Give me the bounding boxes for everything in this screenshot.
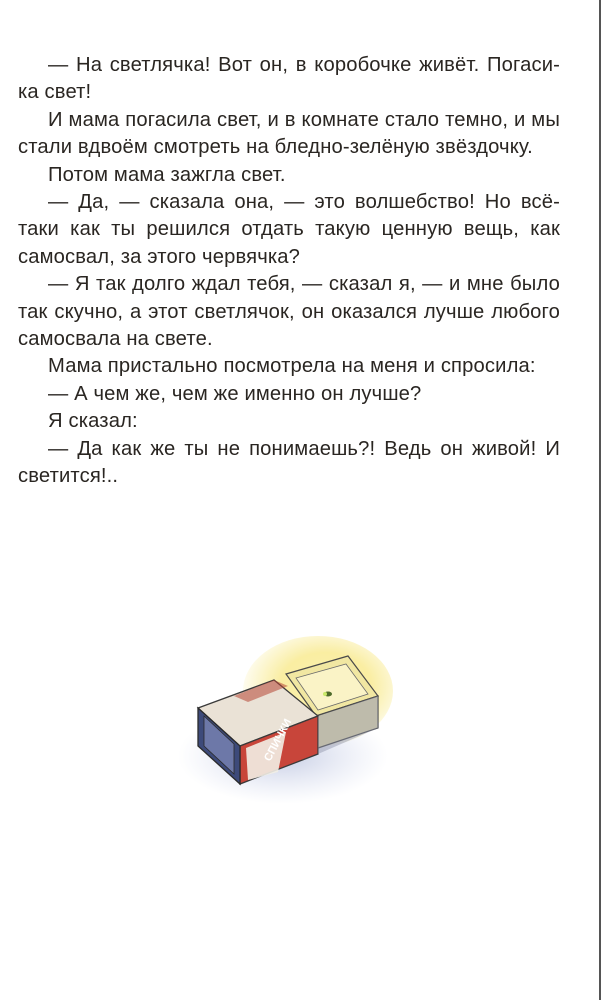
paragraph: — На светлячка! Вот он, в коробочке живёт. Погаси-ка свет! <box>18 54 560 104</box>
paragraph: Потом мама зажгла свет. <box>48 163 286 186</box>
matchbox-with-firefly-icon <box>178 636 398 811</box>
paragraph: — Да, — сказала она, — это волшебство! Но всё-таки как ты решился отдать такую ценную вещь, как самосвал, за этого червячка? <box>18 191 560 268</box>
paragraph: — Да как же ты не понимаешь?! Ведь он живой! И светится!.. <box>18 437 560 488</box>
story-text <box>18 52 560 491</box>
paragraph: И мама погасила свет, и в комнате стало темно, и мы стали вдвоём смотреть на бледно-зелёную звёздочку. <box>18 108 560 159</box>
paragraph: Я сказал: <box>48 410 138 433</box>
paragraph: Мама пристально посмотрела на меня и спросила: <box>48 355 536 378</box>
paragraph: — Я так долго ждал тебя, — сказал я, — и мне было так скучно, а этот светлячок, он оказался лучше любого самосвала на свете. <box>18 273 560 351</box>
matchbox-label: СПИЧКИ <box>262 717 295 764</box>
paragraph: — А чем же, чем же именно он лучше? <box>48 382 422 405</box>
